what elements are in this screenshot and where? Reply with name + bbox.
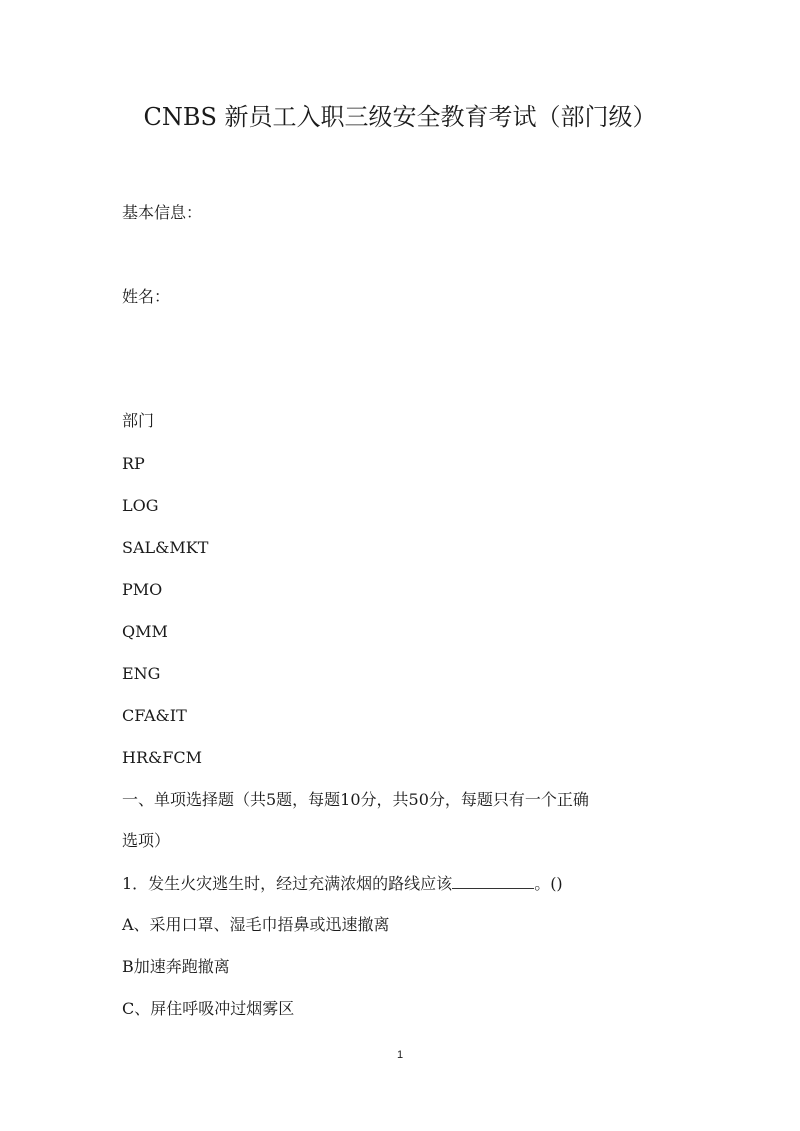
department-option-qmm: QMM <box>122 622 168 641</box>
question-1-text: 1．发生火灾逃生时，经过充满浓烟的路线应该 <box>122 874 453 893</box>
department-option-pmo: PMO <box>122 580 163 599</box>
department-option-log: LOG <box>122 496 159 515</box>
question-1-option-b: B加速奔跑撤离 <box>122 957 230 976</box>
question-1-stem <box>122 872 563 895</box>
question-1-option-c: C、屏住呼吸冲过烟雾区 <box>122 999 295 1018</box>
basic-info-label: 基本信息： <box>122 203 203 222</box>
department-option-eng: ENG <box>122 664 161 683</box>
question-1-option-a: A、采用口罩、湿毛巾捂鼻或迅速撤离 <box>122 915 390 934</box>
answer-blank <box>452 872 534 889</box>
name-label: 姓名： <box>122 287 171 306</box>
department-option-sal-mkt: SAL&MKT <box>122 538 209 557</box>
question-1-suffix: 。() <box>534 874 563 893</box>
page-number: 1 <box>396 1049 404 1061</box>
department-label: 部门 <box>122 411 155 430</box>
section-heading: 一、单项选择题（共5题，每题10分，共50分，每题只有一个正确 <box>122 790 589 809</box>
department-option-rp: RP <box>122 454 145 473</box>
department-option-cfa-it: CFA&IT <box>122 706 187 725</box>
department-option-hr-fcm: HR&FCM <box>122 748 202 767</box>
section-heading-continuation: 选项） <box>122 831 171 850</box>
document-title: CNBS 新员工入职三级安全教育考试（部门级） <box>143 103 657 131</box>
